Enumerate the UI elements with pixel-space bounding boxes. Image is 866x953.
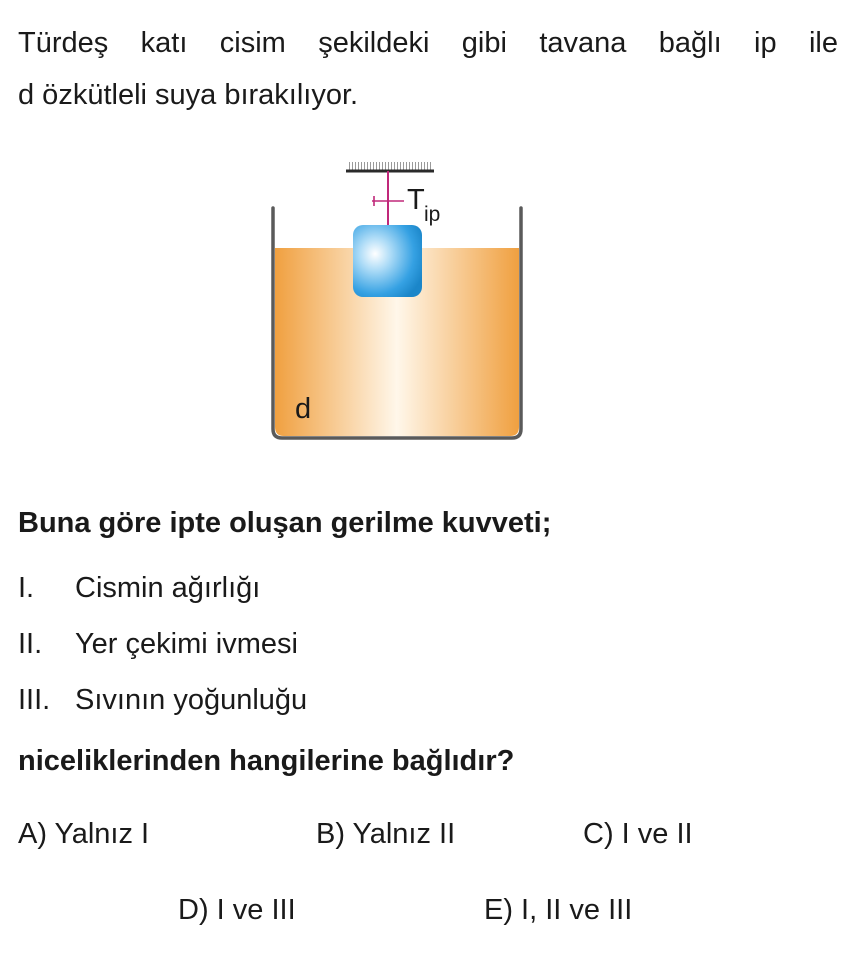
block [353,225,422,297]
statement-text: Yer çekimi ivmesi [75,628,298,660]
question-stem-line-1 [18,26,838,60]
stem-word: ip [754,27,777,59]
tension-label: T [407,184,425,216]
stem-word: bağlı [658,27,722,59]
stem-word: tavana [539,27,627,59]
statement-text: Sıvının yoğunluğu [75,684,308,716]
stem-word: şekildeki [318,27,430,59]
statement-number: I. [18,572,35,604]
statement-number: II. [18,628,43,660]
stem-word: ile [808,27,838,59]
question-stem-line-2: d özkütleli suya bırakılıyor. [18,79,359,111]
answer-option-b[interactable]: B) Yalnız II [316,818,456,850]
statement-item [18,683,307,717]
answer-option-e[interactable]: E) I, II ve III [484,894,633,926]
question-text: Buna göre ipte oluşan gerilme kuvveti; [18,507,552,539]
statement-number: III. [18,684,51,716]
question-closing: niceliklerinden hangilerine bağlıdır? [18,745,515,777]
ceiling-hatch [348,162,432,170]
answer-option-c[interactable]: C) I ve II [583,818,693,850]
answer-option-a[interactable]: A) Yalnız I [18,818,150,850]
stem-word: gibi [461,27,507,59]
statement-item [18,571,260,605]
stem-word: cisim [219,27,286,59]
tension-subscript: ip [424,203,441,226]
stem-word: katı [140,27,188,59]
physics-figure [258,155,538,450]
statement-text: Cismin ağırlığı [75,572,261,604]
liquid-density-label: d [295,393,312,425]
statement-item [18,627,298,661]
stem-word: Türdeş [18,27,109,59]
container-diagram [258,155,538,450]
answer-option-d[interactable]: D) I ve III [178,894,296,926]
